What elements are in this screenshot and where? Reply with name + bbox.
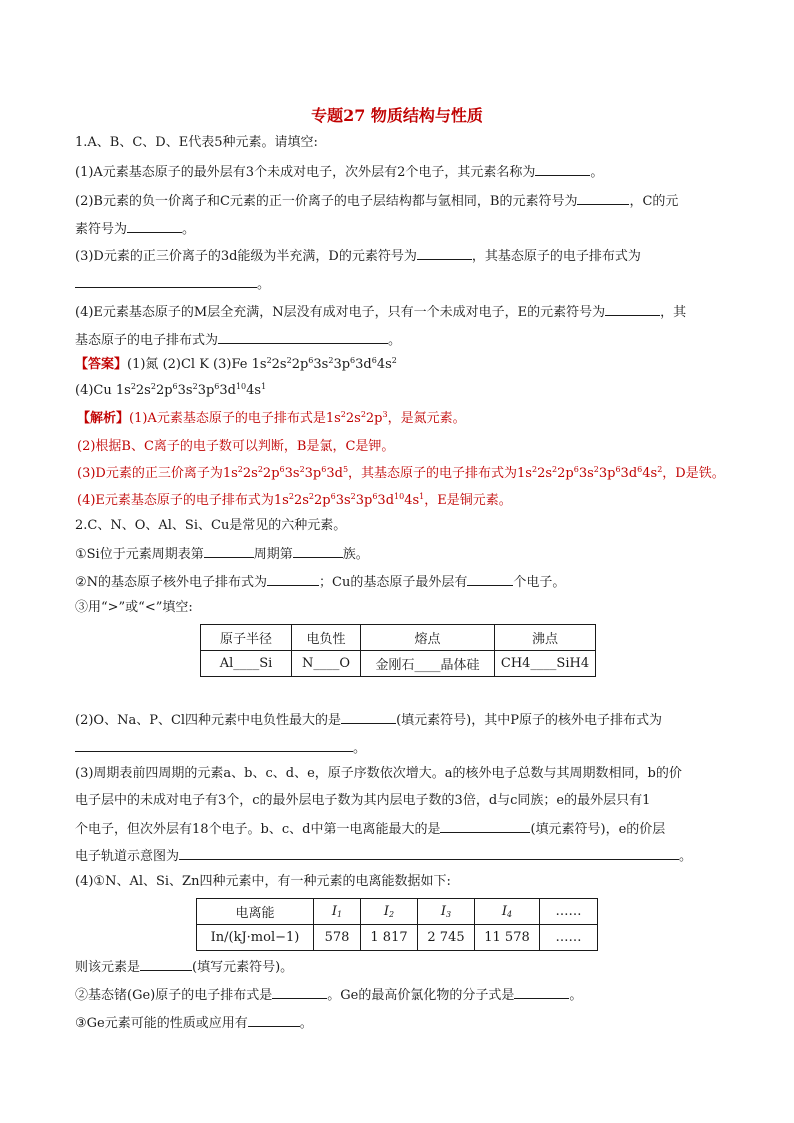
q2-part2-line2: 。	[75, 738, 366, 758]
q2-part3-line1: (3)周期表前四周期的元素a、b、c、d、e，原子序数依次增大。a的核外电子总数与其周期数相同，b的价	[75, 766, 682, 781]
answer-tag: 【答案】	[75, 357, 128, 372]
q2-part4-line4: ③Ge元素可能的性质或应用有 。	[75, 1013, 313, 1033]
q2-part4-line3: ②基态锗(Ge)原子的电子排布式是 。Ge的最高价氯化物的分子式是 。	[75, 985, 582, 1005]
answer-blank[interactable]	[127, 219, 182, 233]
answer-blank[interactable]	[140, 957, 192, 971]
table-header-cell: 沸点	[495, 625, 596, 651]
table-cell: N____O	[292, 651, 361, 677]
answer-blank[interactable]	[440, 819, 530, 833]
answer-blank[interactable]	[535, 162, 590, 176]
answer-blank[interactable]	[179, 846, 679, 860]
answer-blank[interactable]	[605, 302, 660, 316]
table-cell: 金刚石____晶体硅	[361, 651, 495, 677]
answer-blank[interactable]	[248, 1013, 300, 1027]
q1-part3-line2: 。	[75, 274, 270, 294]
table-header-cell: $I_4$	[475, 899, 540, 925]
q2-sub1: ①Si位于元素周期表第 周期第 族。	[75, 544, 369, 564]
answer-blank[interactable]	[293, 544, 343, 558]
table-cell: 2 745	[418, 925, 475, 951]
q1-part1: (1)A元素基态原子的最外层有3个未成对电子，次外层有2个电子，其元素名称为 。	[75, 162, 603, 182]
answer-blank[interactable]	[75, 738, 353, 752]
q2-part4-line2: 则该元素是 (填写元素符号)。	[75, 957, 293, 977]
table-row	[201, 651, 596, 677]
answer-blank[interactable]	[417, 246, 472, 260]
q1-answer-line2: (4)Cu $1s^22s^22p^63s^23p^63d^{10}4s^1$	[75, 382, 267, 398]
table-cell: ……	[540, 925, 598, 951]
answer-blank[interactable]	[204, 544, 254, 558]
table-header-cell: 熔点	[361, 625, 495, 651]
q1-answer-line1: 【答案】(1)氮 (2)Cl K (3)Fe $1s^22s^22p^63s^23p^63d^64s^2$	[75, 356, 397, 372]
q2-stem: 2.C、N、O、Al、Si、Cu是常见的六种元素。	[75, 518, 347, 533]
analysis-tag: 【解析】	[77, 411, 130, 426]
answer-blank[interactable]	[218, 330, 388, 344]
answer-blank[interactable]	[514, 985, 569, 999]
q1-part3-line1: (3)D元素的正三价离子的3d能级为半充满，D的元素符号为 ，其基态原子的电子排布式为	[75, 246, 641, 266]
table-header-row	[201, 625, 596, 651]
q1-analysis-line2: (2)根据B、C离子的电子数可以判断，B是氯，C是钾。	[77, 439, 395, 454]
table-cell: 1 817	[361, 925, 418, 951]
table-header-row	[197, 899, 598, 925]
table-header-cell: 原子半径	[201, 625, 292, 651]
answer-blank[interactable]	[75, 274, 257, 288]
answer-blank[interactable]	[467, 572, 513, 586]
q1-part4-line2: 基态原子的电子排布式为 。	[75, 330, 401, 350]
table-cell: Al____Si	[201, 651, 292, 677]
table-header-cell: $I_3$	[418, 899, 475, 925]
q2-part3-line3: 个电子，但次外层有18个电子。b、c、d中第一电离能最大的是 (填元素符号)，e的价层	[75, 819, 665, 839]
table-cell: 578	[314, 925, 361, 951]
q2-sub3: ③用“>”或“<”填空:	[75, 600, 193, 615]
q2-part2-line1: (2)O、Na、P、Cl四种元素中电负性最大的是 (填元素符号)，其中P原子的核外电子排布式为	[75, 710, 662, 730]
comparison-table	[200, 624, 596, 677]
q2-part4-line1: (4)①N、Al、Si、Zn四种元素中，有一种元素的电离能数据如下:	[75, 874, 451, 889]
table-cell: 11 578	[475, 925, 540, 951]
q1-part2-line2: 素符号为 。	[75, 219, 195, 239]
q1-analysis-line3: (3)D元素的正三价离子为$1s^22s^22p^63s^23p^63d^5$，其基态原子的电子排布式为$1s^22s^22p^63s^23p^63d^64s^2$，D是铁。	[77, 465, 725, 481]
table-cell: In/(kJ·mol−1)	[197, 925, 314, 951]
table-header-cell: $I_2$	[361, 899, 418, 925]
answer-blank[interactable]	[341, 710, 396, 724]
q2-sub2: ②N的基态原子核外电子排布式为 ；Cu的基态原子最外层有 个电子。	[75, 572, 565, 592]
answer-blank[interactable]	[272, 985, 327, 999]
q1-part2-line1: (2)B元素的负一价离子和C元素的正一价离子的电子层结构都与氩相同，B的元素符号为 ，C的元	[75, 191, 678, 211]
q1-part4-line1: (4)E元素基态原子的M层全充满，N层没有成对电子，只有一个未成对电子，E的元素符号为 ，其	[75, 302, 686, 322]
page-title: 专题27 物质结构与性质	[311, 106, 483, 125]
q1-analysis-line4: (4)E元素基态原子的电子排布式为$1s^22s^22p^63s^23p^63d^{10}4s^1$，E是铜元素。	[77, 492, 512, 508]
table-header-cell: ……	[540, 899, 598, 925]
table-header-cell: 电离能	[197, 899, 314, 925]
table-row	[197, 925, 598, 951]
answer-blank[interactable]	[577, 191, 629, 205]
ionization-table	[196, 898, 598, 951]
q1-stem: 1.A、B、C、D、E代表5种元素。请填空:	[75, 135, 318, 150]
table-header-cell: 电负性	[292, 625, 361, 651]
table-header-cell: $I_1$	[314, 899, 361, 925]
q1-analysis-line1: 【解析】(1)A元素基态原子的电子排布式是$1s^22s^22p^3$，是氮元素。	[77, 410, 466, 426]
table-cell: CH4____SiH4	[495, 651, 596, 677]
answer-blank[interactable]	[267, 572, 319, 586]
q2-part3-line4: 电子轨道示意图为 。	[75, 846, 692, 866]
q2-part3-line2: 电子层中的未成对电子有3个，c的最外层电子数为其内层电子数的3倍，d与c同族；e的最外层只有1	[75, 793, 651, 808]
